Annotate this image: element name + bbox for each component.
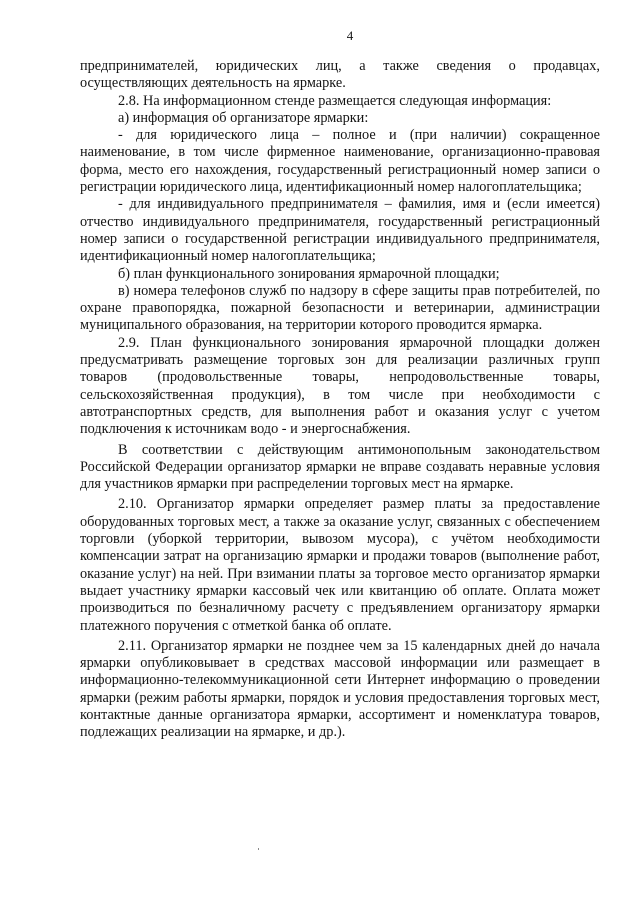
document-body: [80, 58, 600, 742]
paragraph-2-11: 2.11. Организатор ярмарки не позднее чем за 15 календарных дней до начала ярмарки опубликовывает в средствах массовой информации или размещает в информационно-телекоммуникационной сети Интернет информацию о проведении ярмарки (режим работы ярмарки, порядок и условия предоставления торговых мест, контактные данные организатора ярмарки, ассортимент и номенклатура товаров, подлежащих реализации на ярмарке, и др.).: [80, 637, 600, 741]
paragraph-continuation: предпринимателей, юридических лиц, а также сведения о продавцах, осуществляющих деятельность на ярмарке.: [80, 58, 600, 92]
paragraph-2-8-heading: 2.8. На информационном стенде размещается следующая информация:: [118, 92, 552, 109]
paragraph-2-8-v: в) номера телефонов служб по надзору в сфере защиты прав потребителей, по охране правопорядка, пожарной безопасности и ветеринарии, администрации муниципального образования, на территории которого проводится ярмарка.: [80, 282, 600, 334]
paragraph-2-10: 2.10. Организатор ярмарки определяет размер платы за предоставление оборудованных торговых мест, а также за оказание услуг, связанных с обеспечением торговли (уборкой территории, вывозом мусора), с учётом необходимости компенсации затрат на организацию ярмарки и продажи товаров (выполнение работ, оказание услуг) на ней. При взимании платы за торговое место организатор ярмарки выдает участнику ярмарки кассовый чек или квитанцию об оплате. Оплата может производиться по безналичному расчету с предъявлением организатору ярмарки платежного поручения с отметкой банка об оплате.: [80, 496, 600, 634]
paragraph-antimonopoly: В соответствии с действующим антимонопольным законодательством Российской Федерации организатор ярмарки не вправе создавать неравные условия для участников ярмарки при распределении торговых мест на ярмарке.: [80, 441, 600, 493]
paragraph-2-8-b: б) план функционального зонирования ярмарочной площадки;: [118, 265, 500, 282]
paragraph-legal-entity: - для юридического лица – полное и (при наличии) сокращенное наименование, в том числе фирменное наименование, организационно-правовая форма, место его нахождения, государственный регистрационный номер записи о регистрации юридического лица, идентификационный номер налогоплательщика;: [80, 127, 600, 196]
scan-speck: [258, 848, 259, 850]
page-number: 4: [346, 28, 354, 43]
paragraph-2-8-a: а) информация об организаторе ярмарки:: [118, 109, 369, 126]
paragraph-2-9: 2.9. План функционального зонирования ярмарочной площадки должен предусматривать размещение торговых зон для реализации различных групп товаров (продовольственные товары, непродовольственные товары, сельскохозяйственная продукция), в том числе при необходимости с автотранспортных средств, для выполнения работ и оказания услуг с учетом подключения к источникам водо - и энергоснабжения.: [80, 334, 600, 438]
paragraph-individual-entrepreneur: - для индивидуального предпринимателя – фамилия, имя и (если имеется) отчество индивидуального предпринимателя, государственный регистрационный номер записи о государственной регистрации индивидуального предпринимателя, идентификационный номер налогоплательщика;: [80, 196, 600, 265]
